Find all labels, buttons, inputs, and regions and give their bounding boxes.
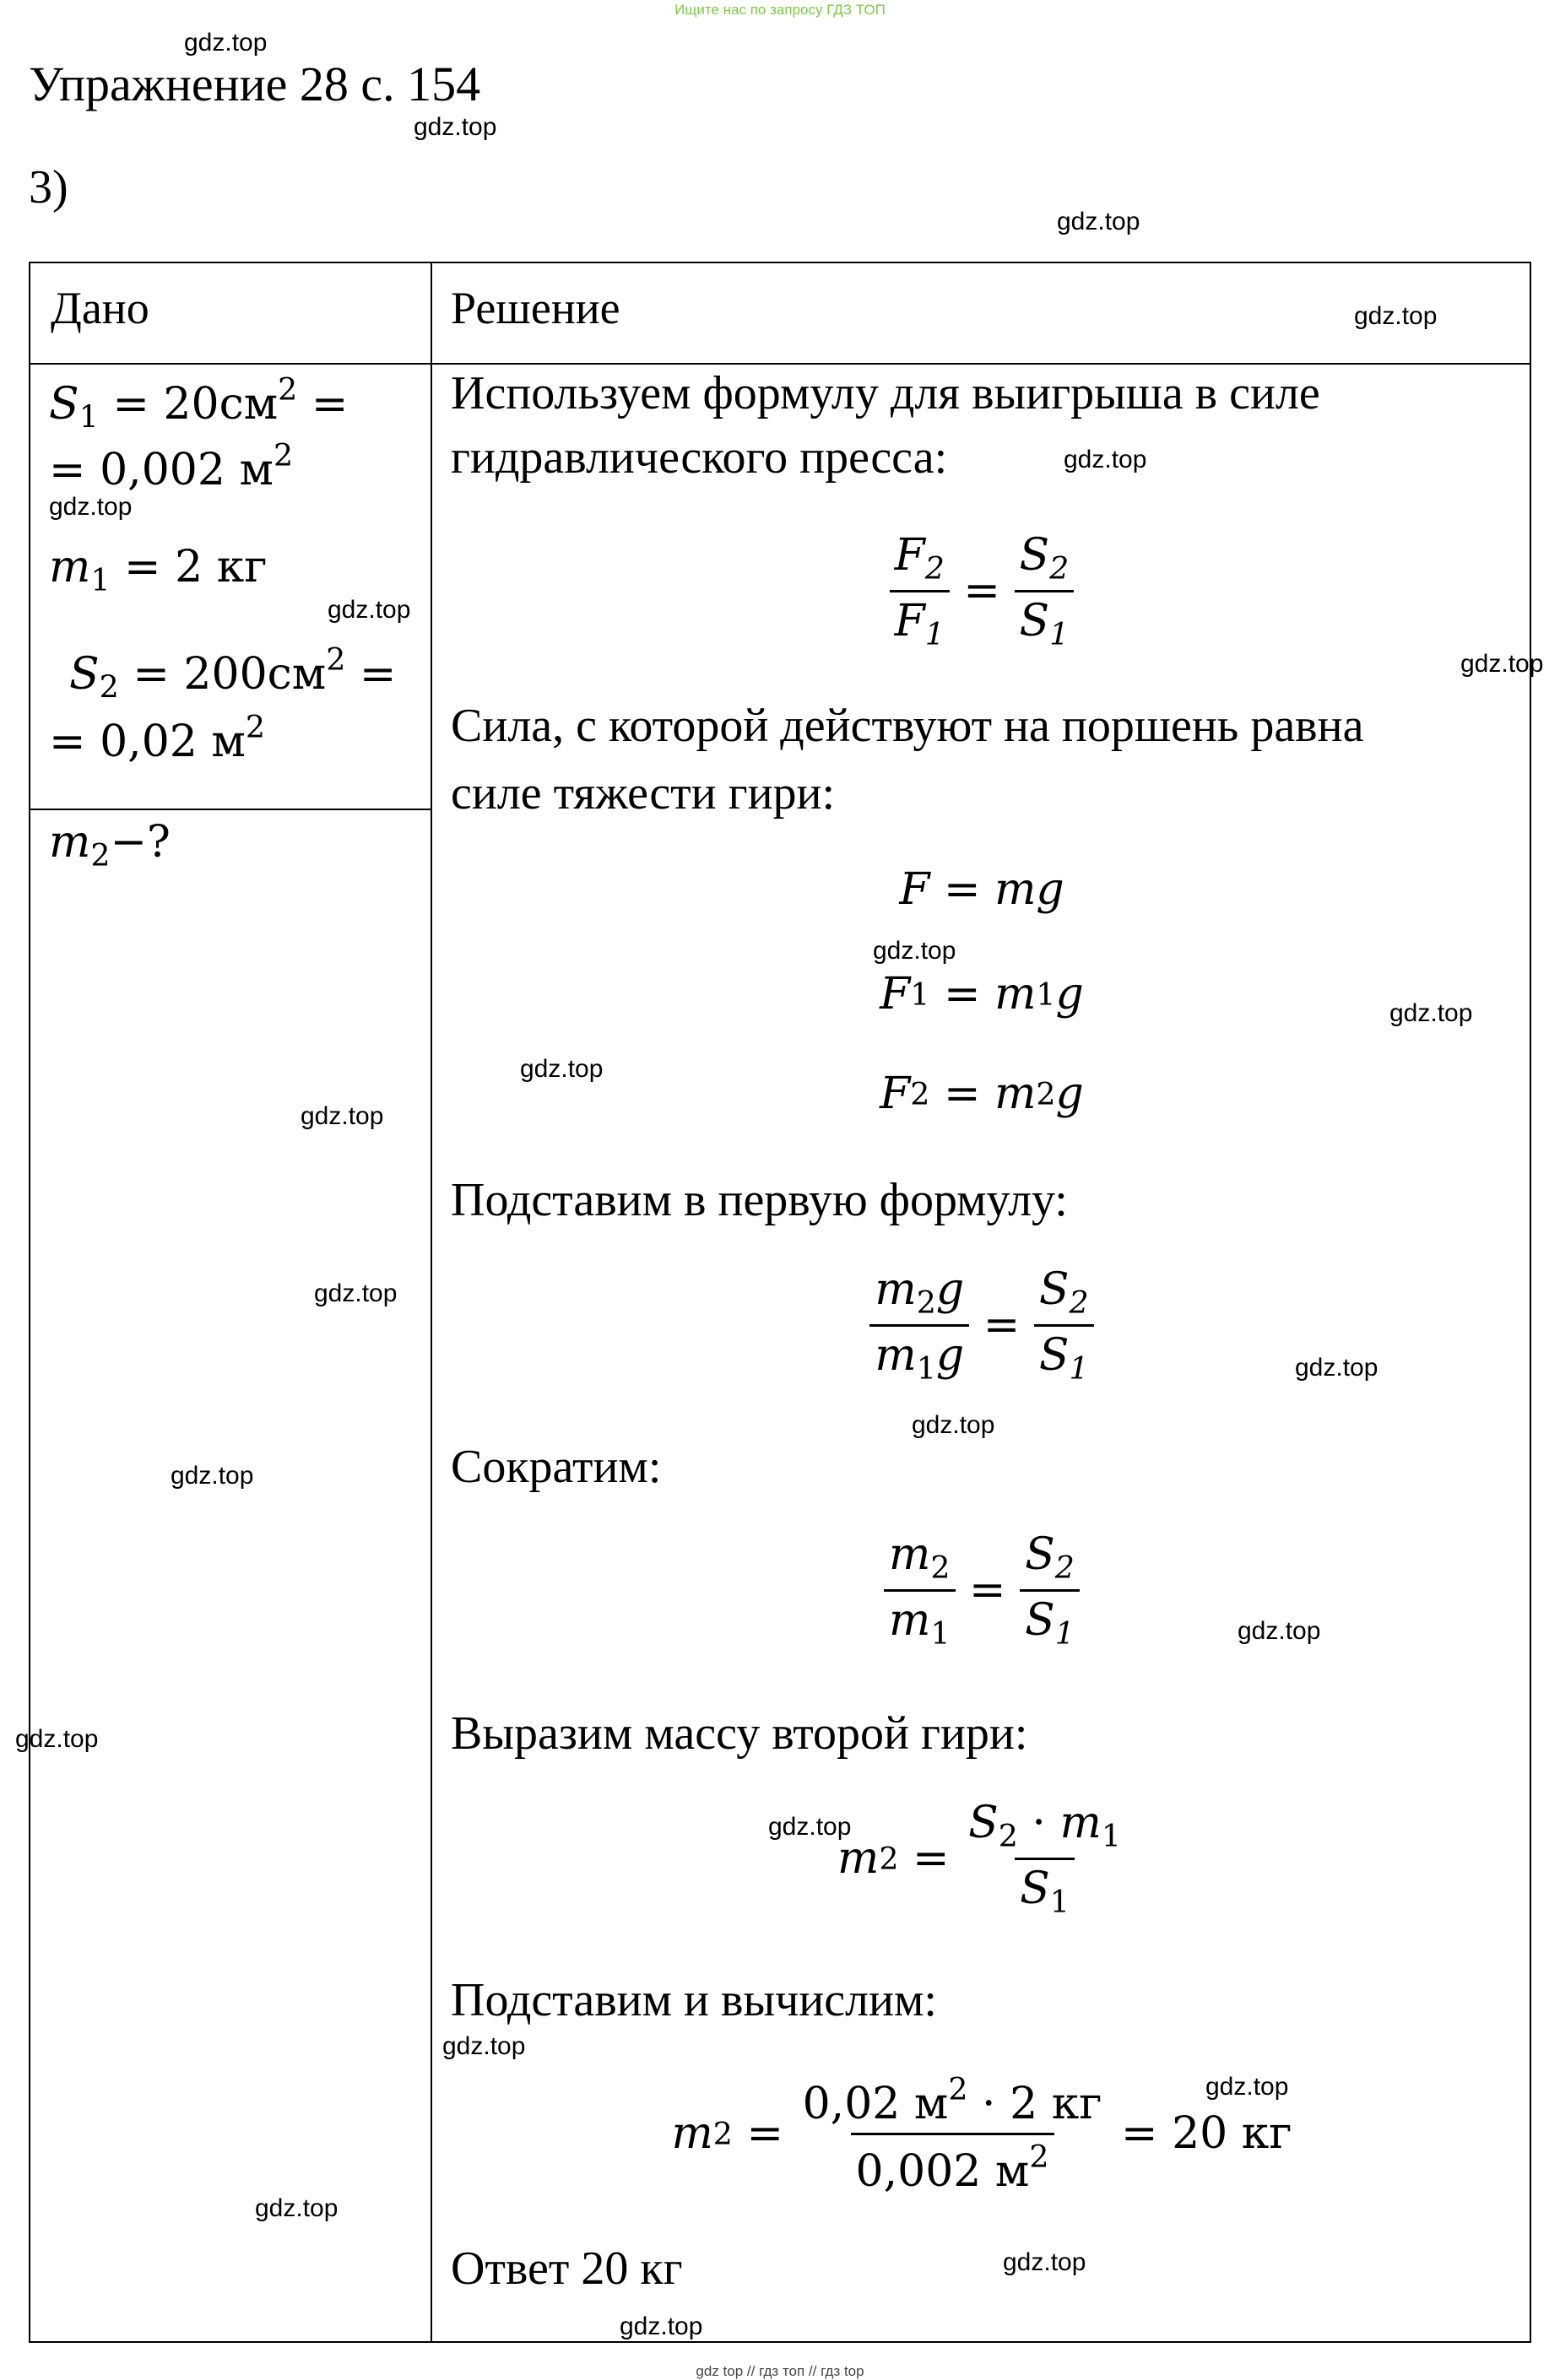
header-divider <box>30 363 1530 365</box>
watermark: gdz.top <box>620 2312 703 2340</box>
formula-force-2: F 2 = m 2 g <box>880 1068 1084 1119</box>
solution-text-2b: силе тяжести гири: <box>451 767 836 819</box>
watermark: gdz.top <box>1057 208 1140 235</box>
formula-reduced: $\frac{m_2}{m_1}$ = $\frac{S_2}{S_1}$ <box>432 1529 1531 1652</box>
watermark: gdz.top <box>873 937 956 965</box>
page-title: Упражнение 28 с. 154 <box>29 57 481 111</box>
find-m2: $m_2-$? <box>49 817 171 874</box>
watermark: gdz.top <box>1064 446 1147 473</box>
watermark: gdz.top <box>1003 2248 1086 2276</box>
watermark: gdz.top <box>328 596 411 624</box>
watermark: gdz.top <box>1238 1617 1321 1645</box>
solution-text-5: Выразим массу второй гири: <box>451 1707 1028 1760</box>
watermark: gdz.top <box>912 1411 995 1439</box>
given-divider <box>30 809 431 810</box>
solution-table <box>29 262 1531 2343</box>
watermark: gdz.top <box>1354 302 1438 330</box>
solution-text-1: Используем формулу для выигрыша в силе <box>451 367 1320 419</box>
watermark: gdz.top <box>49 493 133 521</box>
formula-substitute: $\frac{m_2g}{m_1g}$ = $\frac{S_2}{S_1}$ <box>432 1264 1531 1387</box>
watermark: gdz.top <box>1295 1354 1379 1382</box>
watermark: gdz.top <box>1389 999 1473 1027</box>
watermark: gdz.top <box>442 2032 526 2060</box>
watermark: gdz.top <box>301 1102 384 1130</box>
formula-force-1: F 1 = m 1 g <box>880 969 1084 1020</box>
given-m1: $m_1 = 2$ кг <box>49 542 268 598</box>
solution-text-3: Подставим в первую формулу: <box>451 1174 1068 1226</box>
watermark: gdz.top <box>255 2194 339 2222</box>
watermark: gdz.top <box>171 1462 254 1490</box>
formula-force: F = mg <box>899 864 1064 915</box>
watermark: gdz.top <box>768 1813 852 1841</box>
solution-text-1b: гидравлического пресса: <box>451 431 948 484</box>
given-s2-value: = 0,02 $м^2$ <box>49 709 266 767</box>
watermark: gdz.top <box>184 29 268 57</box>
watermark: gdz.top <box>414 113 497 141</box>
given-header: Дано <box>51 283 149 333</box>
watermark: gdz.top <box>15 1725 99 1753</box>
watermark: gdz.top <box>1460 650 1544 678</box>
part-number: 3) <box>29 161 68 214</box>
watermark: gdz.top <box>1205 2073 1289 2101</box>
formula-express: m 2 = $\frac{S_2 \cdot m_1}{S_1}$ <box>837 1798 1121 1920</box>
watermark: gdz.top <box>314 1279 398 1307</box>
formula-ratio: $\frac{F_2}{F_1}$ = $\frac{S_2}{S_1}$ <box>432 530 1531 652</box>
given-s2: $S_2 = 200см^2$ = <box>69 641 397 706</box>
solution-header: Решение <box>451 283 620 333</box>
top-banner: Ищите нас по запросу ГДЗ ТОП <box>674 2 886 18</box>
solution-text-4: Сократим: <box>451 1441 662 1493</box>
watermark: gdz.top <box>520 1055 604 1083</box>
answer-text: Ответ 20 кг <box>451 2242 683 2295</box>
solution-text-2: Сила, с которой действуют на поршень равна <box>451 700 1364 752</box>
formula-calc: m 2 = $\frac{0,02 м^2 \cdot 2 кг}{0,002 м^2}$ = 20 кг <box>671 2071 1292 2197</box>
given-s1: $S_1 = 20см^2$ = <box>49 371 349 435</box>
footer-text: gdz top // гдз топ // гдз top <box>696 2363 864 2379</box>
given-s1-value: = 0,002 $м^2$ <box>49 437 294 495</box>
solution-text-6: Подставим и вычислим: <box>451 1974 937 2026</box>
